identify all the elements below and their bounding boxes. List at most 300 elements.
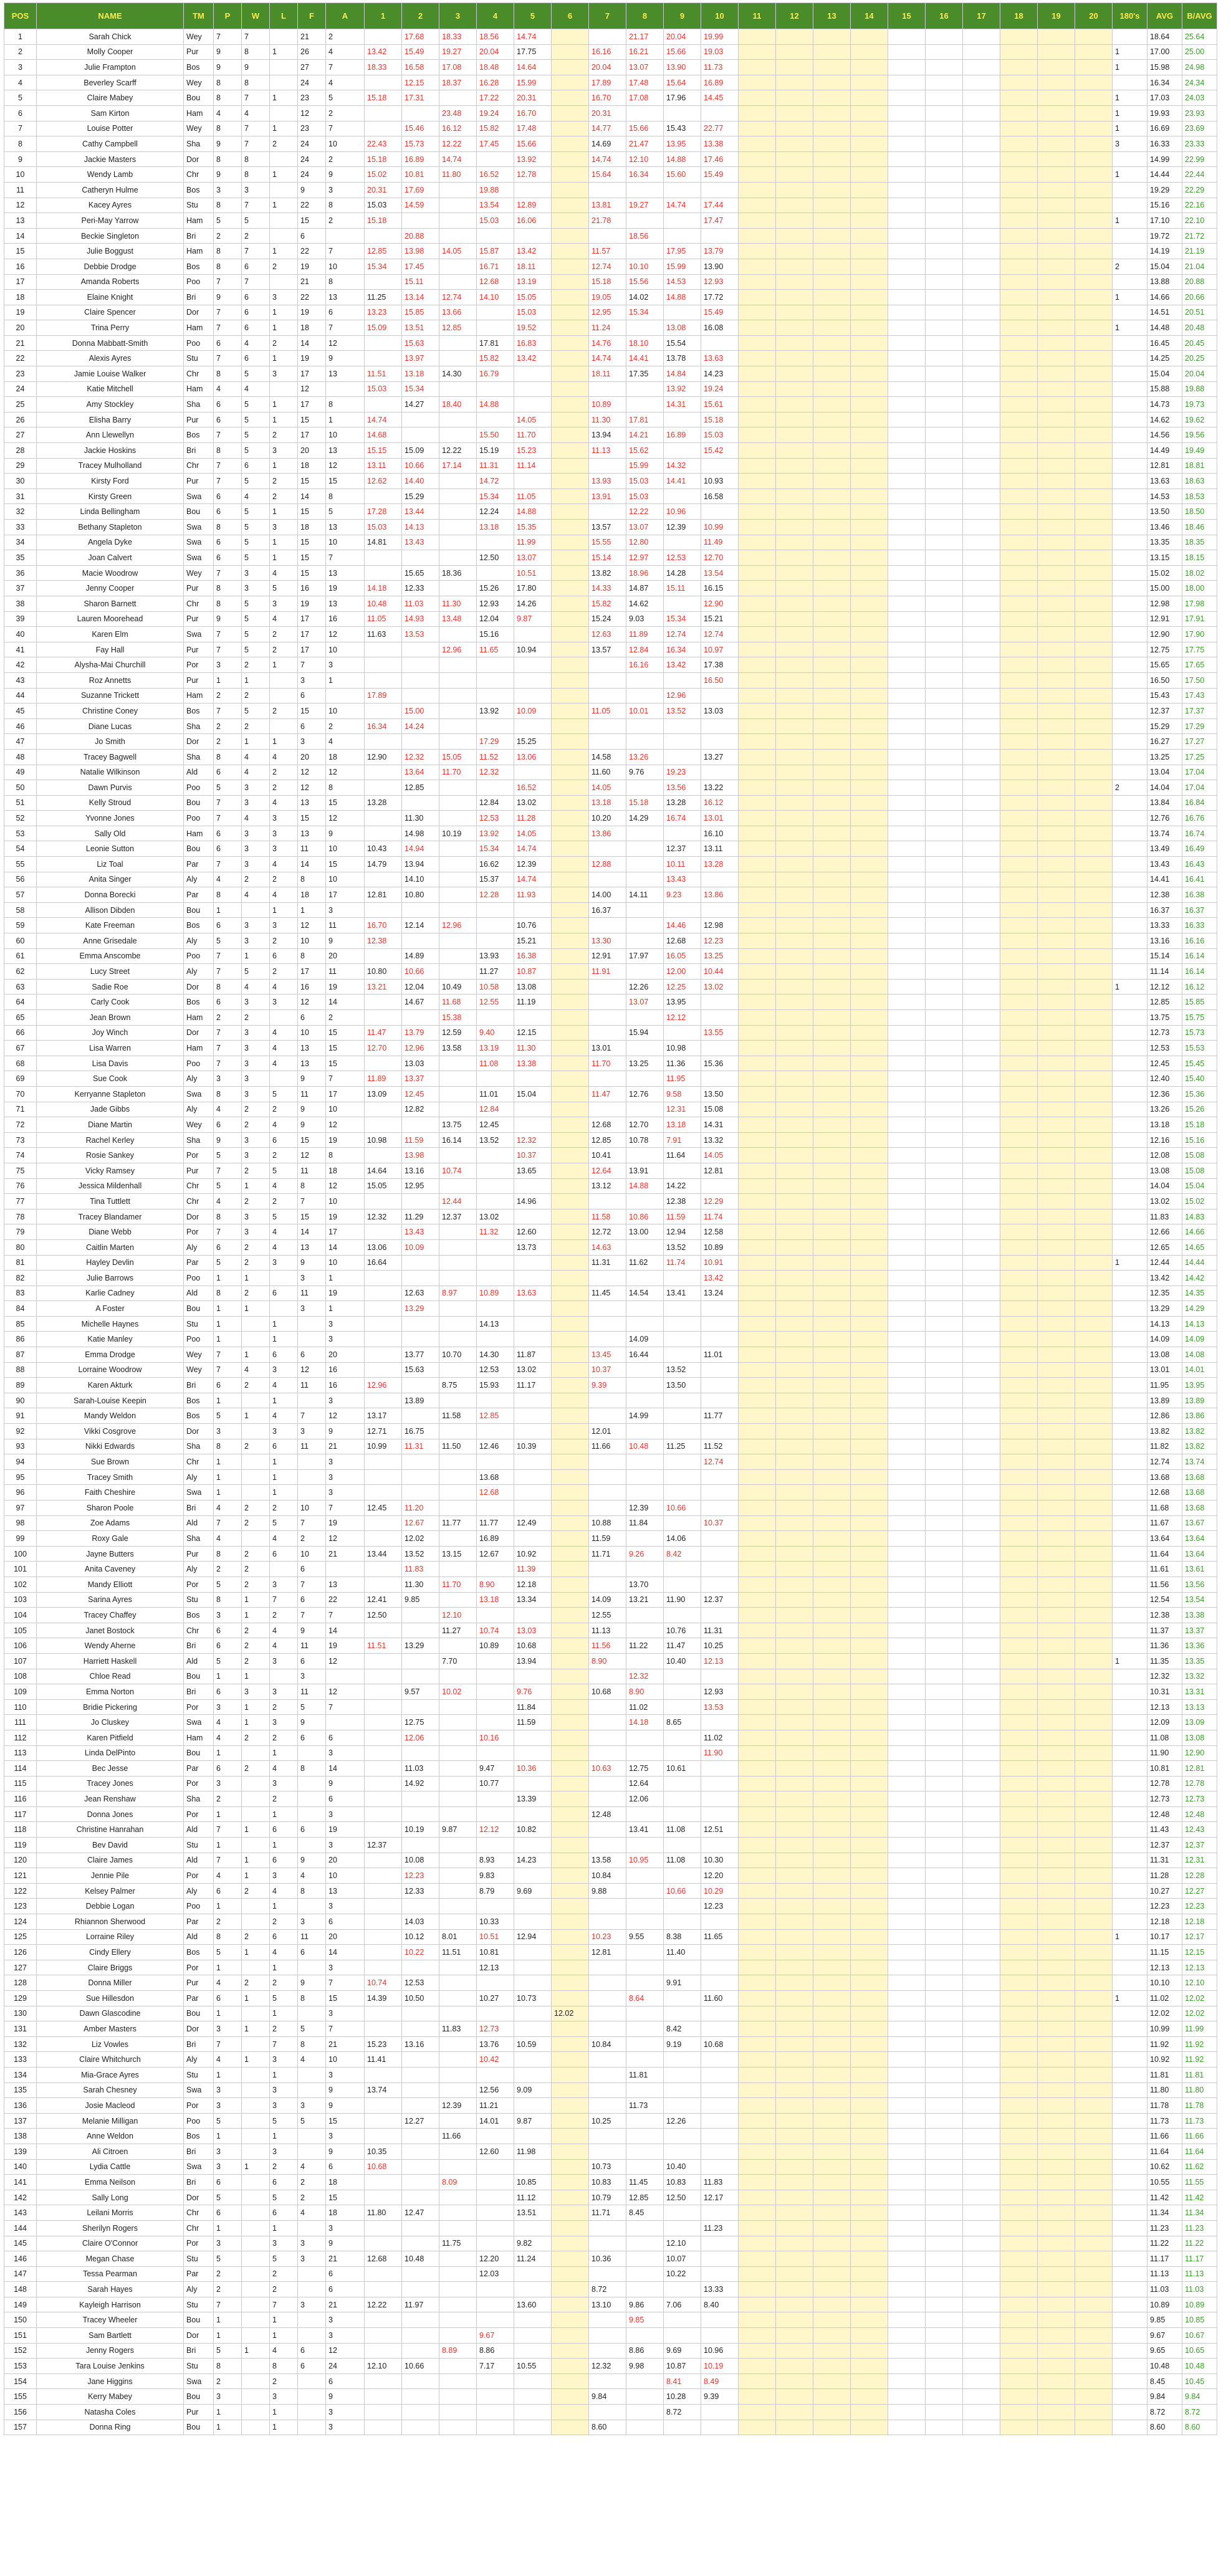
- stat-cell: 1: [270, 1806, 298, 1822]
- stat-cell: [242, 2312, 270, 2328]
- round-score-cell: [776, 1025, 813, 1041]
- player-name-cell: Kirsty Ford: [37, 474, 184, 489]
- stat-cell: 3: [326, 1960, 365, 1975]
- round-score-cell: 17.69: [402, 182, 439, 198]
- round-score-cell: [514, 2129, 552, 2144]
- round-score-cell: [552, 1929, 589, 1945]
- stat-cell: 4: [270, 795, 298, 811]
- round-score-cell: [813, 1086, 851, 1102]
- stat-cell: 3: [270, 290, 298, 305]
- round-score-cell: [439, 2373, 477, 2389]
- round-score-cell: [477, 2297, 514, 2312]
- best-average-cell: 17.43: [1182, 688, 1217, 704]
- round-score-cell: [851, 1791, 888, 1807]
- round-score-cell: [851, 90, 888, 106]
- round-score-cell: [1075, 1378, 1113, 1393]
- round-score-cell: [701, 1316, 739, 1332]
- round-score-cell: [888, 2312, 926, 2328]
- round-score-cell: 12.12: [664, 1010, 701, 1026]
- round-score-cell: [1000, 121, 1038, 136]
- round-score-cell: [888, 1515, 926, 1531]
- round-score-cell: [626, 872, 664, 887]
- stat-cell: 4: [270, 1378, 298, 1393]
- stat-cell: 1: [214, 902, 242, 918]
- stat-cell: 2: [270, 2373, 298, 2389]
- round-score-cell: [1000, 136, 1038, 152]
- round-score-cell: 12.93: [477, 596, 514, 611]
- stat-cell: 1: [326, 1301, 365, 1317]
- stat-cell: 4: [326, 44, 365, 60]
- round-score-cell: [963, 2373, 1000, 2389]
- count-180-cell: [1113, 933, 1147, 949]
- round-score-cell: 14.74: [664, 198, 701, 213]
- stat-cell: 5: [242, 397, 270, 413]
- round-score-cell: 10.73: [514, 1991, 552, 2006]
- round-score-cell: [365, 1332, 402, 1347]
- stat-cell: 8: [214, 596, 242, 611]
- table-row: [4, 841, 1217, 857]
- best-average-cell: 13.74: [1182, 1454, 1217, 1470]
- round-score-cell: 15.03: [365, 198, 402, 213]
- round-score-cell: [851, 1669, 888, 1684]
- best-average-cell: 13.54: [1182, 1592, 1217, 1608]
- team-cell: Ham: [184, 244, 214, 259]
- best-average-cell: 18.02: [1182, 565, 1217, 581]
- round-score-cell: [1000, 1500, 1038, 1516]
- player-name-cell: Donna Mabbatt-Smith: [37, 335, 184, 351]
- round-score-cell: 10.19: [402, 1822, 439, 1838]
- round-score-cell: [514, 1408, 552, 1424]
- average-cell: 15.00: [1147, 581, 1182, 596]
- round-score-cell: [477, 918, 514, 933]
- average-cell: 12.13: [1147, 1960, 1182, 1975]
- table-row: [4, 2129, 1217, 2144]
- table-row: [4, 213, 1217, 229]
- round-score-cell: 11.59: [402, 1132, 439, 1148]
- stat-cell: 6: [270, 1347, 298, 1363]
- round-score-cell: [926, 550, 963, 566]
- round-score-cell: [888, 749, 926, 765]
- count-180-cell: [1113, 826, 1147, 841]
- stat-cell: 2: [270, 642, 298, 657]
- table-row: [4, 550, 1217, 566]
- position-cell: 52: [4, 811, 37, 826]
- round-score-cell: [1000, 2175, 1038, 2190]
- stat-cell: [242, 2067, 270, 2082]
- round-score-cell: [776, 1194, 813, 1209]
- player-name-cell: Tracey Chaffey: [37, 1608, 184, 1623]
- best-average-cell: 14.08: [1182, 1347, 1217, 1363]
- player-name-cell: Claire Whitchurch: [37, 2052, 184, 2068]
- round-score-cell: [1075, 627, 1113, 642]
- stat-cell: 3: [270, 520, 298, 535]
- stat-cell: 6: [214, 2205, 242, 2221]
- position-cell: 49: [4, 765, 37, 780]
- stat-cell: 3: [270, 443, 298, 459]
- team-cell: Swa: [184, 550, 214, 566]
- team-cell: Pur: [184, 44, 214, 60]
- table-row: [4, 1838, 1217, 1853]
- round-score-cell: [926, 2282, 963, 2297]
- round-score-cell: [477, 1562, 514, 1577]
- round-score-cell: 15.19: [477, 443, 514, 459]
- average-cell: 14.56: [1147, 427, 1182, 443]
- round-score-cell: [963, 2159, 1000, 2175]
- round-score-cell: [813, 105, 851, 121]
- round-score-cell: [739, 749, 776, 765]
- round-score-cell: [963, 335, 1000, 351]
- column-header-180s: 180's: [1113, 3, 1147, 29]
- player-name-cell: Melanie Milligan: [37, 2113, 184, 2129]
- best-average-cell: 10.65: [1182, 2343, 1217, 2359]
- stat-cell: 21: [298, 274, 326, 290]
- round-score-cell: [888, 1424, 926, 1439]
- stat-cell: 9: [298, 1255, 326, 1271]
- round-score-cell: 15.05: [365, 1178, 402, 1194]
- round-score-cell: 12.22: [439, 443, 477, 459]
- round-score-cell: [813, 704, 851, 719]
- stat-cell: 19: [326, 1638, 365, 1654]
- stat-cell: 1: [270, 458, 298, 474]
- average-cell: 11.90: [1147, 1745, 1182, 1761]
- round-score-cell: [926, 90, 963, 106]
- round-score-cell: [813, 443, 851, 459]
- count-180-cell: [1113, 1791, 1147, 1807]
- round-score-cell: [926, 657, 963, 673]
- round-score-cell: 12.98: [701, 918, 739, 933]
- round-score-cell: 12.32: [589, 2359, 626, 2374]
- round-score-cell: [1075, 1868, 1113, 1884]
- round-score-cell: 15.94: [626, 1025, 664, 1041]
- round-score-cell: 9.98: [626, 2359, 664, 2374]
- stat-cell: 3: [298, 1271, 326, 1286]
- round-score-cell: 13.30: [589, 933, 626, 949]
- round-score-cell: [701, 2067, 739, 2082]
- round-score-cell: [888, 918, 926, 933]
- round-score-cell: [552, 642, 589, 657]
- round-score-cell: [776, 902, 813, 918]
- round-score-cell: 8.42: [664, 1546, 701, 1562]
- round-score-cell: 7.17: [477, 2359, 514, 2374]
- position-cell: 65: [4, 1010, 37, 1026]
- round-score-cell: [963, 1899, 1000, 1914]
- round-score-cell: [514, 1071, 552, 1087]
- player-name-cell: Lydia Cattle: [37, 2159, 184, 2175]
- team-cell: Bri: [184, 1500, 214, 1516]
- round-score-cell: [1000, 1562, 1038, 1577]
- average-cell: 15.14: [1147, 948, 1182, 964]
- round-score-cell: [1038, 1286, 1075, 1301]
- player-name-cell: Joy Winch: [37, 1025, 184, 1041]
- round-score-cell: [888, 151, 926, 167]
- round-score-cell: 9.85: [402, 1592, 439, 1608]
- round-score-cell: [888, 458, 926, 474]
- stat-cell: 5: [214, 1255, 242, 1271]
- stat-cell: 7: [326, 121, 365, 136]
- round-score-cell: [1000, 1469, 1038, 1485]
- round-score-cell: 7.06: [664, 2297, 701, 2312]
- stat-cell: 6: [214, 1883, 242, 1899]
- round-score-cell: [552, 1638, 589, 1654]
- round-score-cell: 15.34: [626, 305, 664, 320]
- stat-cell: 2: [270, 2159, 298, 2175]
- round-score-cell: [963, 1592, 1000, 1608]
- count-180-cell: 1: [1113, 44, 1147, 60]
- round-score-cell: [626, 2006, 664, 2021]
- player-name-cell: Anita Caveney: [37, 1562, 184, 1577]
- average-cell: 14.04: [1147, 780, 1182, 796]
- round-score-cell: [1000, 75, 1038, 90]
- position-cell: 73: [4, 1132, 37, 1148]
- round-score-cell: [552, 351, 589, 366]
- stat-cell: 18: [298, 520, 326, 535]
- round-score-cell: 14.54: [626, 1286, 664, 1301]
- round-score-cell: [851, 688, 888, 704]
- best-average-cell: 12.31: [1182, 1853, 1217, 1868]
- round-score-cell: [1038, 795, 1075, 811]
- count-180-cell: [1113, 2205, 1147, 2221]
- player-name-cell: Kerryanne Stapleton: [37, 1086, 184, 1102]
- round-score-cell: 10.83: [664, 2175, 701, 2190]
- round-score-cell: 13.51: [514, 2205, 552, 2221]
- player-name-cell: Alexis Ayres: [37, 351, 184, 366]
- round-score-cell: [589, 1975, 626, 1991]
- team-cell: Chr: [184, 2220, 214, 2236]
- round-score-cell: [888, 75, 926, 90]
- round-score-cell: 8.38: [664, 1929, 701, 1945]
- stat-cell: 14: [298, 857, 326, 872]
- round-score-cell: 15.18: [701, 412, 739, 427]
- team-cell: Stu: [184, 2359, 214, 2374]
- round-score-cell: 12.10: [626, 151, 664, 167]
- stat-cell: [298, 1469, 326, 1485]
- round-score-cell: [1075, 1991, 1113, 2006]
- table-row: [4, 335, 1217, 351]
- table-row: [4, 1945, 1217, 1960]
- player-name-cell: Emma Norton: [37, 1684, 184, 1700]
- stat-cell: 9: [326, 1424, 365, 1439]
- stat-cell: [242, 1838, 270, 1853]
- player-name-cell: Kayleigh Harrison: [37, 2297, 184, 2312]
- average-cell: 13.82: [1147, 1424, 1182, 1439]
- round-score-cell: 17.95: [664, 244, 701, 259]
- stat-cell: 3: [242, 780, 270, 796]
- round-score-cell: [926, 627, 963, 642]
- best-average-cell: 20.25: [1182, 351, 1217, 366]
- round-score-cell: [626, 1378, 664, 1393]
- player-name-cell: Jamie Louise Walker: [37, 366, 184, 382]
- stat-cell: 4: [270, 1408, 298, 1424]
- round-score-cell: 13.42: [514, 351, 552, 366]
- average-cell: 11.78: [1147, 2098, 1182, 2114]
- round-score-cell: [1000, 841, 1038, 857]
- round-score-cell: [1075, 535, 1113, 550]
- table-row: [4, 274, 1217, 290]
- round-score-cell: [701, 2021, 739, 2037]
- average-cell: 15.43: [1147, 688, 1182, 704]
- round-score-cell: [776, 1439, 813, 1454]
- stat-cell: 3: [214, 2389, 242, 2405]
- round-score-cell: [1000, 1209, 1038, 1224]
- stat-cell: 6: [214, 765, 242, 780]
- round-score-cell: [1038, 366, 1075, 382]
- position-cell: 48: [4, 749, 37, 765]
- average-cell: 14.99: [1147, 151, 1182, 167]
- stat-cell: 16: [326, 1378, 365, 1393]
- round-score-cell: [776, 1853, 813, 1868]
- stat-cell: [242, 2082, 270, 2098]
- round-score-cell: [1000, 1515, 1038, 1531]
- average-cell: 10.55: [1147, 2175, 1182, 2190]
- round-score-cell: [776, 1623, 813, 1638]
- round-score-cell: [552, 672, 589, 688]
- table-row: [4, 2251, 1217, 2267]
- round-score-cell: [851, 2129, 888, 2144]
- round-score-cell: [1038, 535, 1075, 550]
- stat-cell: 10: [298, 933, 326, 949]
- table-row: [4, 1745, 1217, 1761]
- round-score-cell: 13.86: [701, 887, 739, 903]
- round-score-cell: [851, 2067, 888, 2082]
- round-score-cell: [851, 335, 888, 351]
- stat-cell: 6: [214, 1378, 242, 1393]
- best-average-cell: 17.37: [1182, 704, 1217, 719]
- position-cell: 140: [4, 2159, 37, 2175]
- stat-cell: 11: [326, 964, 365, 980]
- round-score-cell: [739, 1638, 776, 1654]
- round-score-cell: [813, 90, 851, 106]
- player-name-cell: Julie Frampton: [37, 60, 184, 75]
- round-score-cell: [1038, 244, 1075, 259]
- table-row: [4, 1347, 1217, 1363]
- round-score-cell: 16.12: [439, 121, 477, 136]
- round-score-cell: [963, 182, 1000, 198]
- round-score-cell: 8.42: [664, 2021, 701, 2037]
- stat-cell: 8: [298, 1991, 326, 2006]
- column-header-round-3: 3: [439, 3, 477, 29]
- stat-cell: 3: [298, 2236, 326, 2251]
- count-180-cell: [1113, 1393, 1147, 1408]
- round-score-cell: [1000, 2312, 1038, 2328]
- round-score-cell: [365, 2282, 402, 2297]
- stat-cell: 7: [214, 2036, 242, 2052]
- best-average-cell: 14.42: [1182, 1271, 1217, 1286]
- round-score-cell: [888, 1071, 926, 1087]
- count-180-cell: [1113, 1271, 1147, 1286]
- round-score-cell: [701, 872, 739, 887]
- round-score-cell: [1075, 397, 1113, 413]
- position-cell: 55: [4, 857, 37, 872]
- table-row: [4, 520, 1217, 535]
- round-score-cell: 13.11: [365, 458, 402, 474]
- round-score-cell: [963, 933, 1000, 949]
- round-score-cell: 14.40: [402, 474, 439, 489]
- round-score-cell: [1038, 474, 1075, 489]
- round-score-cell: [701, 1669, 739, 1684]
- round-score-cell: [813, 1239, 851, 1255]
- round-score-cell: [926, 1056, 963, 1071]
- round-score-cell: [1075, 1975, 1113, 1991]
- round-score-cell: [851, 105, 888, 121]
- round-score-cell: [851, 780, 888, 796]
- column-header-name: NAME: [37, 3, 184, 29]
- position-cell: 24: [4, 381, 37, 397]
- position-cell: 43: [4, 672, 37, 688]
- stat-cell: 6: [326, 1791, 365, 1807]
- round-score-cell: [552, 274, 589, 290]
- position-cell: 80: [4, 1239, 37, 1255]
- average-cell: 12.75: [1147, 642, 1182, 657]
- round-score-cell: [776, 2175, 813, 2190]
- round-score-cell: 12.26: [626, 979, 664, 995]
- stat-cell: 1: [242, 672, 270, 688]
- round-score-cell: [626, 1562, 664, 1577]
- player-name-cell: Anne Weldon: [37, 2129, 184, 2144]
- stat-cell: 9: [326, 1776, 365, 1791]
- round-score-cell: [739, 795, 776, 811]
- round-score-cell: 11.01: [701, 1347, 739, 1363]
- standings-table: [4, 2, 1217, 2435]
- average-cell: 10.81: [1147, 1761, 1182, 1777]
- round-score-cell: [926, 1608, 963, 1623]
- position-cell: 77: [4, 1194, 37, 1209]
- round-score-cell: 10.41: [589, 1148, 626, 1163]
- round-score-cell: [888, 335, 926, 351]
- position-cell: 141: [4, 2175, 37, 2190]
- player-name-cell: Bev David: [37, 1838, 184, 1853]
- round-score-cell: 12.39: [626, 1500, 664, 1516]
- round-score-cell: [776, 474, 813, 489]
- stat-cell: 14: [298, 489, 326, 504]
- player-name-cell: Kelsey Palmer: [37, 1883, 184, 1899]
- round-score-cell: [813, 1117, 851, 1133]
- round-score-cell: 12.45: [477, 1117, 514, 1133]
- round-score-cell: [776, 1975, 813, 1991]
- stat-cell: [270, 1562, 298, 1577]
- stat-cell: 15: [326, 857, 365, 872]
- round-score-cell: [926, 1761, 963, 1777]
- round-score-cell: 16.89: [402, 151, 439, 167]
- table-row: [4, 474, 1217, 489]
- count-180-cell: [1113, 857, 1147, 872]
- round-score-cell: [813, 259, 851, 274]
- round-score-cell: [1000, 2373, 1038, 2389]
- stat-cell: 23: [298, 90, 326, 106]
- average-cell: 13.84: [1147, 795, 1182, 811]
- round-score-cell: 12.85: [439, 320, 477, 336]
- round-score-cell: [776, 1224, 813, 1240]
- round-score-cell: [776, 1102, 813, 1117]
- round-score-cell: [402, 2343, 439, 2359]
- stat-cell: 7: [270, 2036, 298, 2052]
- round-score-cell: [888, 1378, 926, 1393]
- stat-cell: 4: [270, 1041, 298, 1056]
- position-cell: 38: [4, 596, 37, 611]
- table-row: [4, 902, 1217, 918]
- average-cell: 12.12: [1147, 979, 1182, 995]
- best-average-cell: 14.66: [1182, 1224, 1217, 1240]
- best-average-cell: 16.14: [1182, 964, 1217, 980]
- round-score-cell: [851, 44, 888, 60]
- round-score-cell: [851, 2282, 888, 2297]
- round-score-cell: [439, 381, 477, 397]
- round-score-cell: [626, 688, 664, 704]
- position-cell: 34: [4, 535, 37, 550]
- round-score-cell: 9.76: [514, 1684, 552, 1700]
- round-score-cell: [626, 1393, 664, 1408]
- round-score-cell: [626, 2251, 664, 2267]
- round-score-cell: [626, 1239, 664, 1255]
